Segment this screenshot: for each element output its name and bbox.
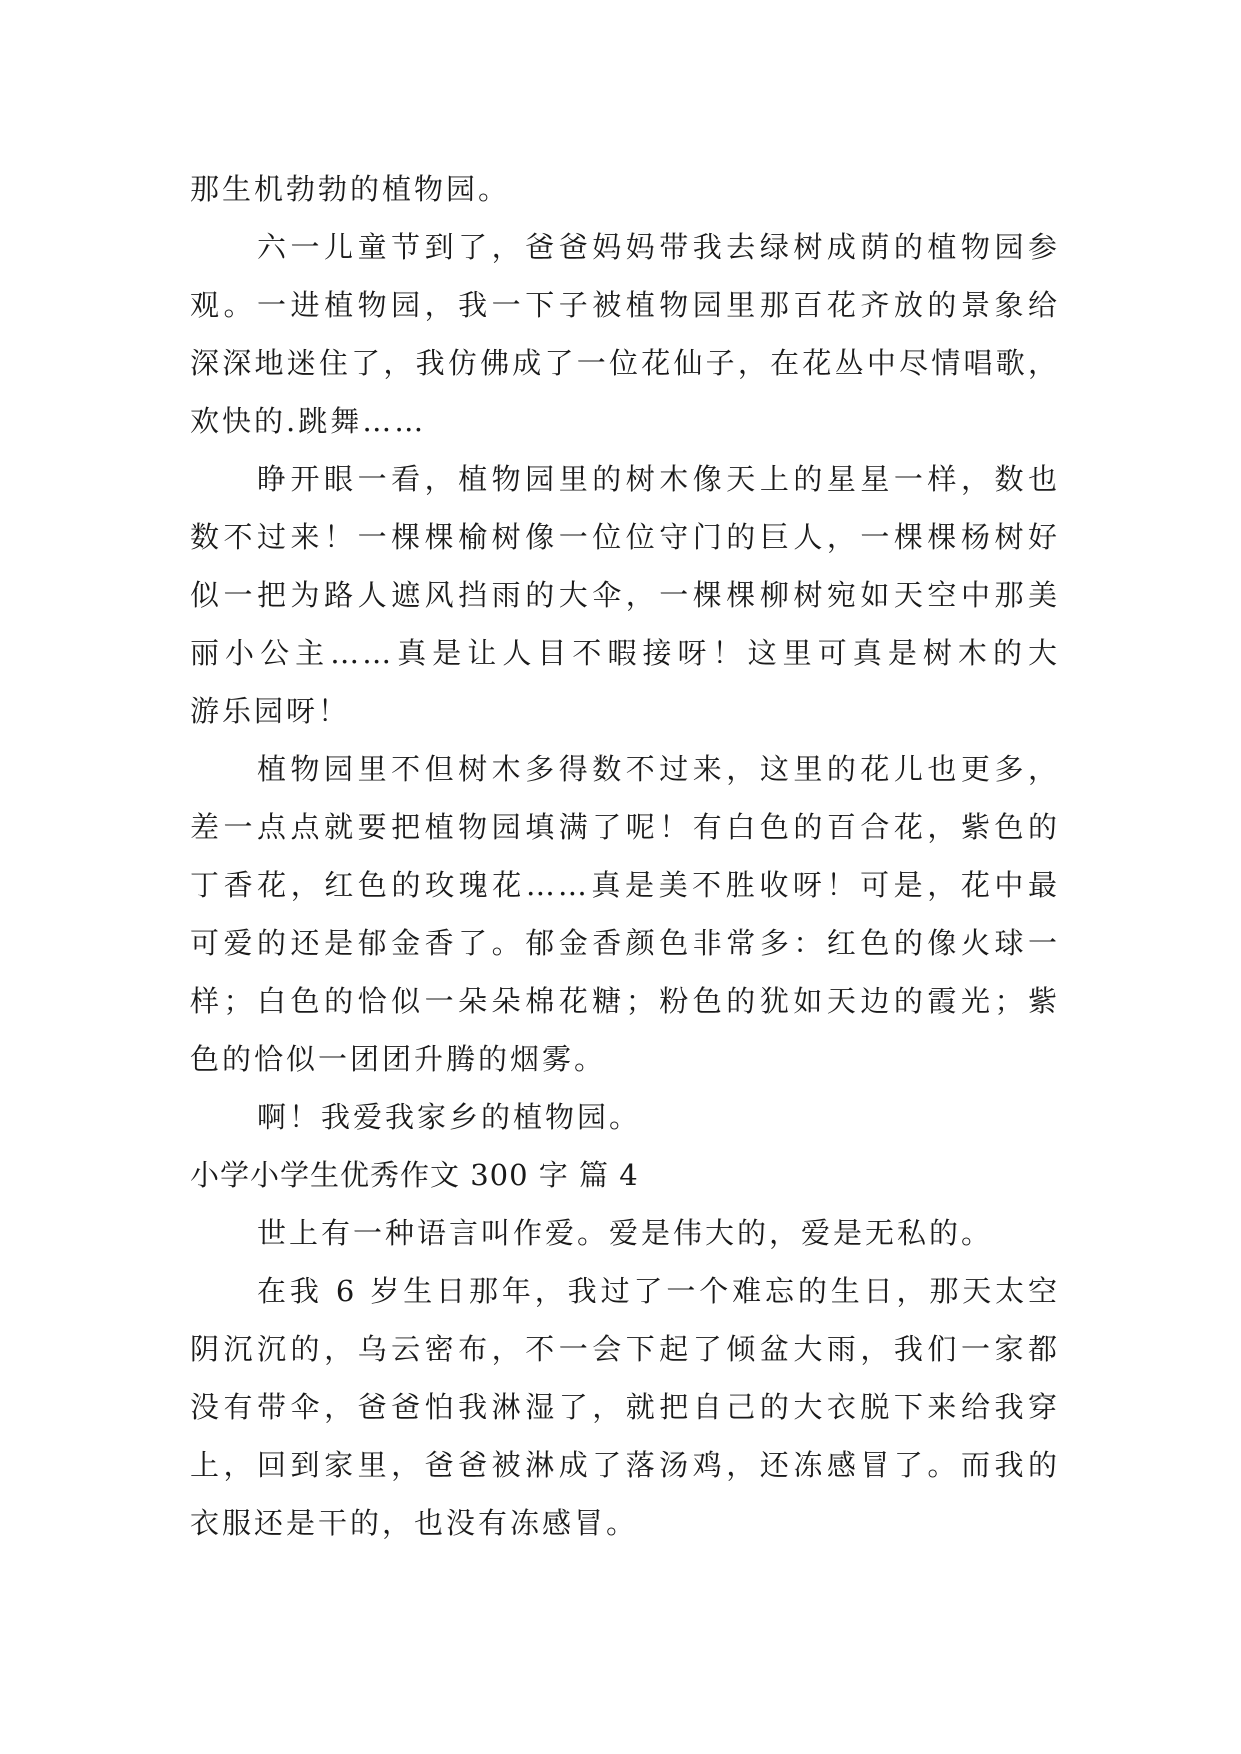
paragraph-line: 植物园里不但树木多得数不过来，这里的花儿也更多，	[257, 752, 1060, 786]
paragraph-line: 睁开眼一看，植物园里的树木像天上的星星一样，数也	[257, 462, 1060, 496]
paragraph-line: 在我 6 岁生日那年，我过了一个难忘的生日，那天太空	[257, 1274, 1060, 1308]
paragraph-line: 游乐园呀！	[190, 694, 351, 728]
paragraph-line: 六一儿童节到了，爸爸妈妈带我去绿树成荫的植物园参	[257, 230, 1060, 264]
paragraph-line: 观。一进植物园，我一下子被植物园里那百花齐放的景象给	[190, 288, 1060, 322]
paragraph-line: 衣服还是干的，也没有冻感冒。	[190, 1506, 639, 1540]
paragraph-line: 没有带伞，爸爸怕我淋湿了，就把自己的大衣脱下来给我穿	[190, 1390, 1060, 1424]
paragraph-line: 阴沉沉的，乌云密布，不一会下起了倾盆大雨，我们一家都	[190, 1332, 1060, 1366]
paragraph-line: 世上有一种语言叫作爱。爱是伟大的，爱是无私的。	[257, 1216, 994, 1250]
paragraph-line: 可爱的还是郁金香了。郁金香颜色非常多：红色的像火球一	[190, 926, 1060, 960]
paragraph-line: 上，回到家里，爸爸被淋成了落汤鸡，还冻感冒了。而我的	[190, 1448, 1060, 1482]
paragraph-line: 丽小公主……真是让人目不暇接呀！这里可真是树木的大	[190, 636, 1060, 670]
paragraph-line: 深深地迷住了，我仿佛成了一位花仙子，在花丛中尽情唱歌，	[190, 346, 1060, 380]
paragraph-line: 数不过来！一棵棵榆树像一位位守门的巨人，一棵棵杨树好	[190, 520, 1060, 554]
paragraph-line: 啊！我爱我家乡的植物园。	[257, 1100, 642, 1134]
section-heading: 小学小学生优秀作文 300 字 篇 4	[190, 1158, 639, 1192]
paragraph-line: 丁香花，红色的玫瑰花……真是美不胜收呀！可是，花中最	[190, 868, 1060, 902]
essay-body	[190, 160, 1060, 1552]
paragraph-line: 色的恰似一团团升腾的烟雾。	[190, 1042, 607, 1076]
paragraph-line: 欢快的.跳舞……	[190, 404, 427, 438]
paragraph-line: 样；白色的恰似一朵朵棉花糖；粉色的犹如天边的霞光；紫	[190, 984, 1060, 1018]
paragraph-line: 差一点点就要把植物园填满了呢！有白色的百合花，紫色的	[190, 810, 1060, 844]
paragraph-line: 那生机勃勃的植物园。	[190, 172, 511, 206]
paragraph-line: 似一把为路人遮风挡雨的大伞，一棵棵柳树宛如天空中那美	[190, 578, 1060, 612]
